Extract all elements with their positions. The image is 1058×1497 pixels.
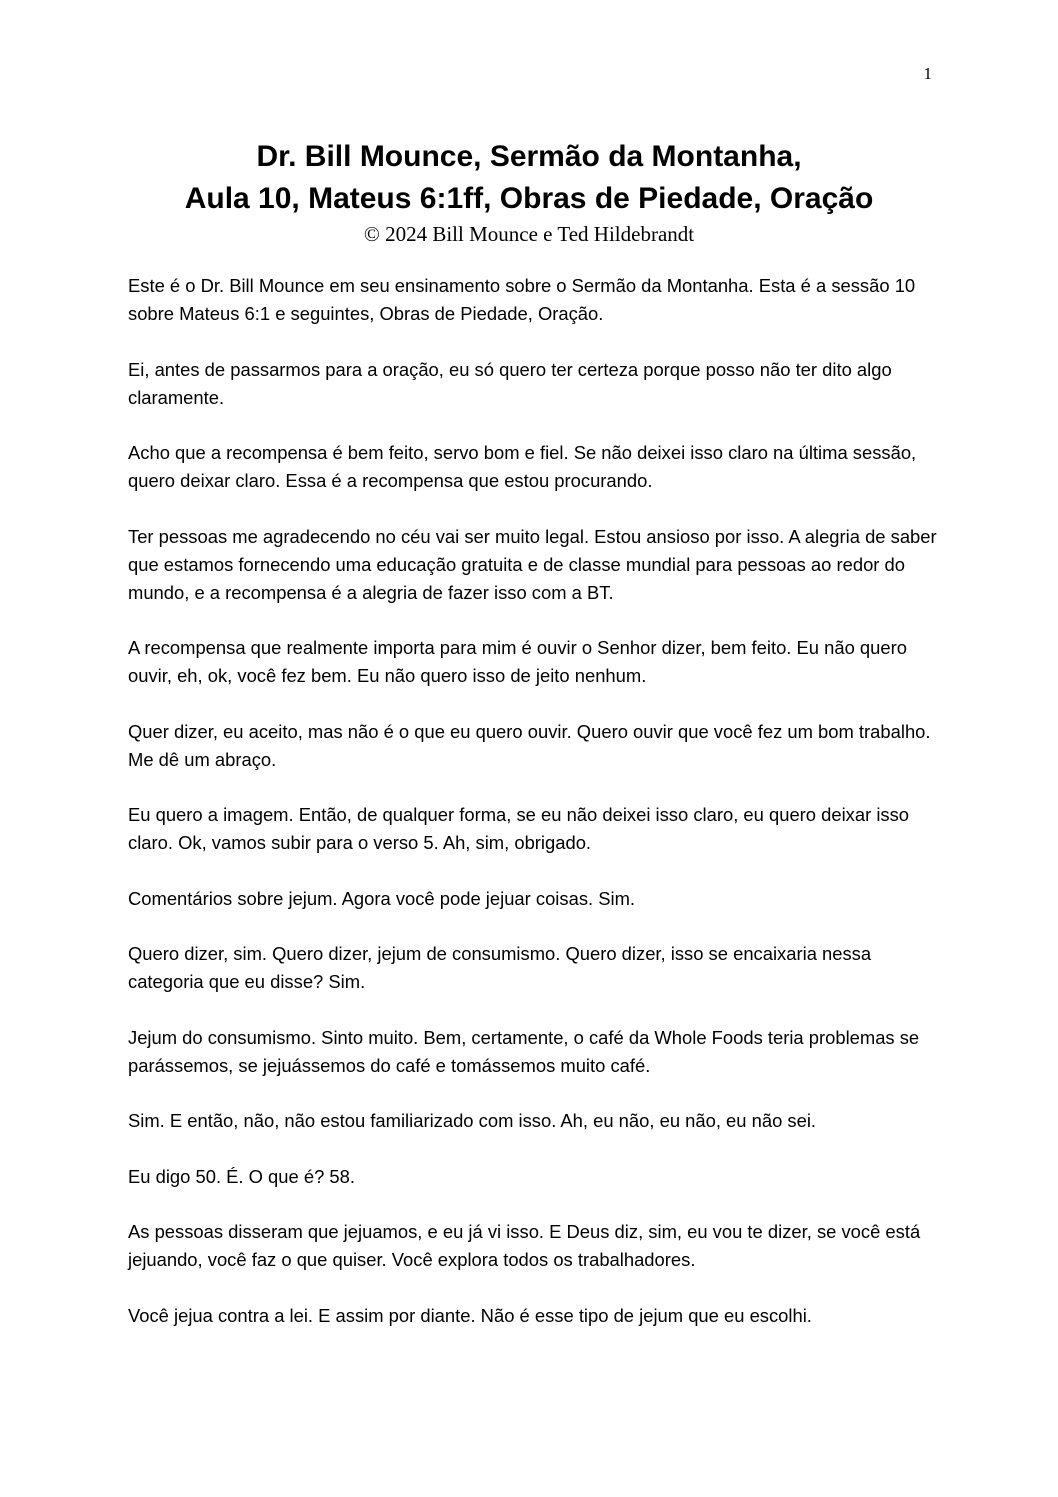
paragraph: Ei, antes de passarmos para a oração, eu só quero ter certeza porque posso não ter dito algo claramente. [128, 358, 892, 408]
paragraph: Quero dizer, sim. Quero dizer, jejum de consumismo. Quero dizer, isso se encaixaria nessa categoria que eu disse? Sim. [128, 943, 872, 992]
paragraph: Este é o Dr. Bill Mounce em seu ensinamento sobre o Sermão da Montanha. Esta é a sessão 10 sobre Mateus 6:1 e seguintes, Obras de Piedade, Oração. [128, 275, 916, 324]
paragraph: Quer dizer, eu aceito, mas não é o que eu quero ouvir. Quero ouvir que você fez um bom trabalho. Me dê um abraço. [128, 720, 931, 770]
page-number: 1 [923, 64, 932, 83]
paragraph: Ter pessoas me agradecendo no céu vai ser muito legal. Estou ansioso por isso. A alegria de saber que estamos fornecendo uma educação gratuita e de classe mundial para pessoas ao redor do mundo, e a recompensa é a alegria de fazer isso com a BT. [128, 525, 937, 603]
paragraph: Você jejua contra a lei. E assim por diante. Não é esse tipo de jejum que eu escolhi. [128, 1304, 812, 1326]
title-line-1: Dr. Bill Mounce, Sermão da Montanha, [256, 140, 802, 173]
title-line-2: Aula 10, Mateus 6:1ff, Obras de Piedade, Oração [184, 182, 874, 215]
document-title [0, 136, 1058, 220]
paragraph: Sim. E então, não, não estou familiarizado com isso. Ah, eu não, eu não, eu não sei. [128, 1110, 817, 1131]
paragraph: As pessoas disseram que jejuamos, e eu já vi isso. E Deus diz, sim, eu vou te dizer, se você está jejuando, você faz o que quiser. Você explora todos os trabalhadores. [128, 1221, 921, 1270]
paragraph: Acho que a recompensa é bem feito, servo bom e fiel. Se não deixei isso claro na última sessão, quero deixar claro. Essa é a recompensa que estou procurando. [128, 442, 917, 491]
paragraph: Comentários sobre jejum. Agora você pode jejuar coisas. Sim. [128, 887, 636, 909]
paragraph: A recompensa que realmente importa para mim é ouvir o Senhor dizer, bem feito. Eu não quero ouvir, eh, ok, você fez bem. Eu não quero isso de jeito nenhum. [128, 637, 907, 686]
paragraph: Jejum do consumismo. Sinto muito. Bem, certamente, o café da Whole Foods teria problemas se parássemos, se jejuássemos do café e tomássemos muito café. [128, 1026, 920, 1076]
copyright-notice: © 2024 Bill Mounce e Ted Hildebrandt [363, 222, 695, 246]
paragraph: Eu quero a imagem. Então, de qualquer forma, se eu não deixei isso claro, eu quero deixar isso claro. Ok, vamos subir para o verso 5. Ah, sim, obrigado. [128, 804, 910, 853]
document-body [128, 272, 938, 1357]
paragraph: Eu digo 50. É. O que é? 58. [128, 1165, 355, 1187]
